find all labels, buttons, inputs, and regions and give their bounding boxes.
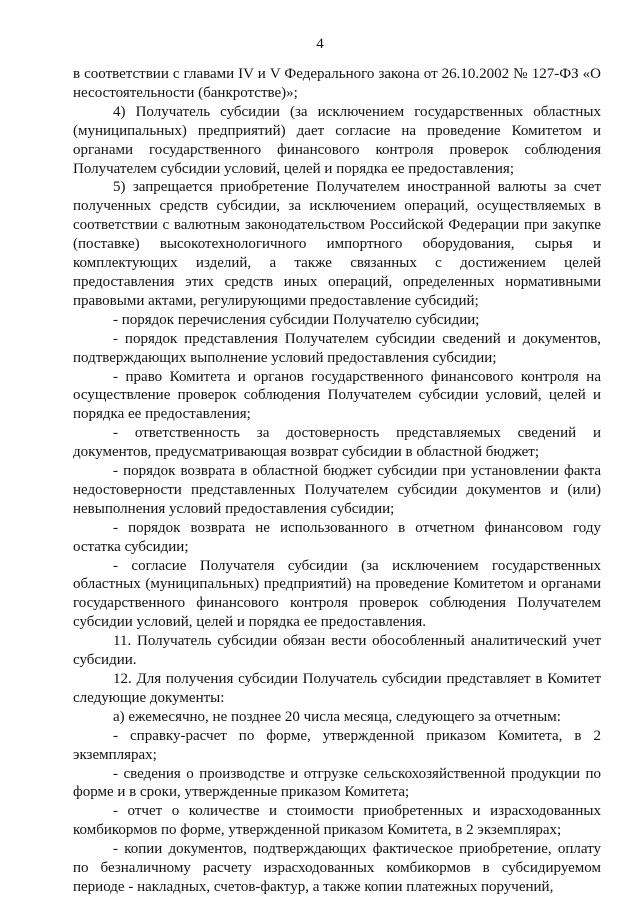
page-number: 4: [316, 36, 324, 52]
list-item: - порядок перечисления субсидии Получателю субсидии;: [113, 311, 480, 328]
list-item: - порядок возврата не использованного в отчетном финансовом году остатка субсидии;: [73, 519, 601, 555]
paragraph-item-4: 4) Получатель субсидии (за исключением государственных областных (муниципальных) предприятий) дает согласие на проведение Комитетом и органами государственного финансового контроля проверок соблюдения Получателем субсидии условий, целей и порядка ее предоставления;: [73, 103, 601, 177]
list-item: - сведения о производстве и отгрузке сельскохозяйственной продукции по форме и в сроки, утвержденные приказом Комитета;: [73, 765, 601, 801]
list-item: - ответственность за достоверность представляемых сведений и документов, предусматривающая возврат субсидии в областной бюджет;: [73, 425, 601, 461]
document-body: [73, 65, 601, 897]
list-item: - согласие Получателя субсидии (за исключением государственных областных (муниципальных) предприятий) на проведение Комитетом и органами государственного финансового контроля проверок соблюдения Получателем субсидии условий, целей и порядка ее предоставления.: [73, 557, 601, 631]
paragraph-clause-11: 11. Получатель субсидии обязан вести обособленный аналитический учет субсидии.: [73, 633, 601, 669]
paragraph-clause-12: 12. Для получения субсидии Получатель субсидии представляет в Комитет следующие документы:: [73, 671, 601, 706]
list-item: - копии документов, подтверждающих фактическое приобретение, оплату по безналичному расчету израсходованных комбикормов в субсидируемом периоде - накладных, счетов-фактур, а также копии платежных поручений,: [73, 841, 601, 895]
paragraph-subclause-a: а) ежемесячно, не позднее 20 числа месяца, следующего за отчетным:: [113, 708, 561, 725]
list-item: - право Комитета и органов государственного финансового контроля на осуществление проверок соблюдения Получателем субсидии условий, целей и порядка ее предоставления;: [73, 368, 601, 423]
list-item: - справку-расчет по форме, утвержденной приказом Комитета, в 2 экземплярах;: [73, 727, 601, 763]
paragraph-continuation: в соответствии с главами IV и V Федерального закона от 26.10.2002 № 127-ФЗ «О несостоятельности (банкротстве)»;: [73, 66, 601, 101]
paragraph-item-5: 5) запрещается приобретение Получателем иностранной валюты за счет полученных средств субсидии, за исключением операций, осуществляемых в соответствии с валютным законодательством Российской Федерации при закупке (поставке) высокотехнологичного импортного оборудования, сырья и комплектующих изделий, а также связанных с достижением целей предоставления этих средств иных операций, определенных нормативными правовыми актами, регулирующими предоставление субсидий;: [73, 179, 601, 309]
list-item: - порядок возврата в областной бюджет субсидии при установлении факта недостоверности представленных Получателем субсидии документов и (или) невыполнения условий предоставления субсидии;: [73, 463, 601, 517]
list-item: - отчет о количестве и стоимости приобретенных и израсходованных комбикормов по форме, утвержденной приказом Комитета, в 2 экземплярах;: [73, 803, 601, 839]
list-item: - порядок представления Получателем субсидии сведений и документов, подтверждающих выполнение условий предоставления субсидии;: [73, 330, 601, 366]
